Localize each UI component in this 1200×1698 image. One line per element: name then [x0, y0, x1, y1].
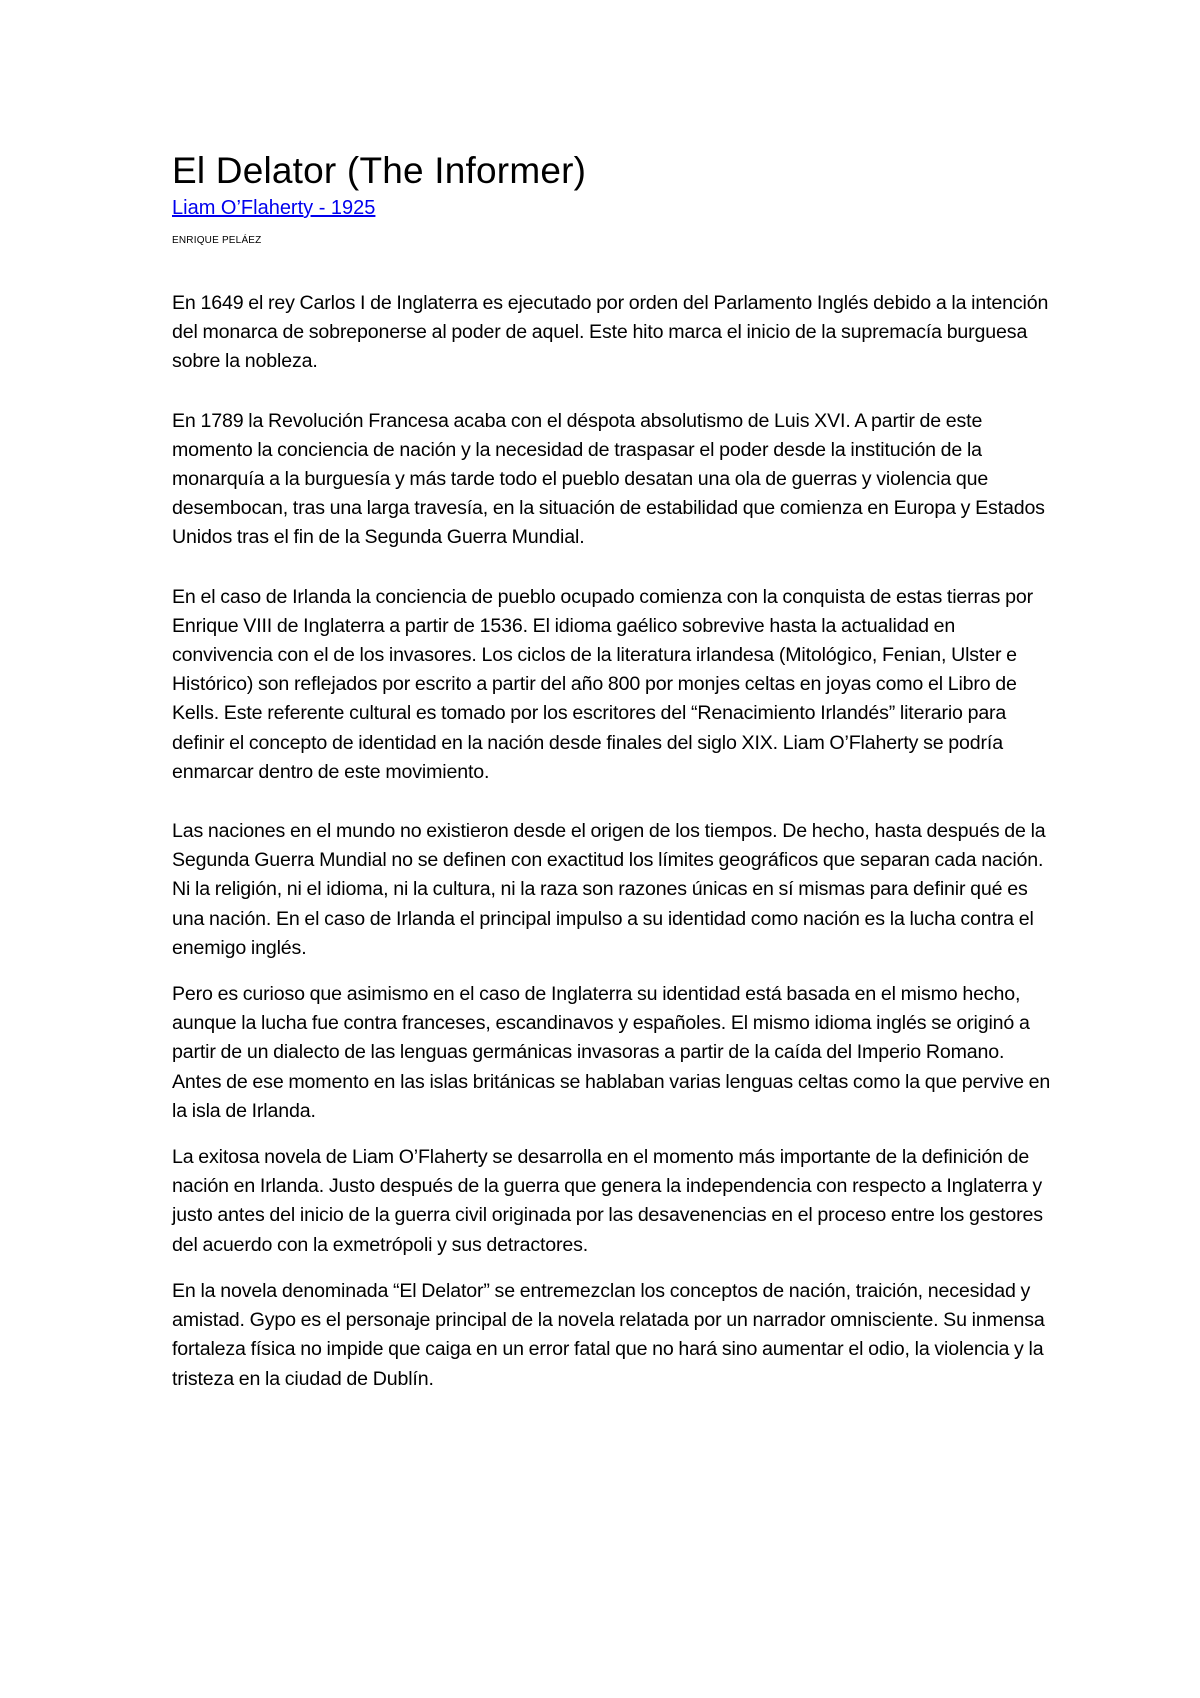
paragraph-7: En la novela denominada “El Delator” se entremezclan los conceptos de nación, traición, necesidad y amistad. Gypo es el personaje principal de la novela relatada por un narrador omnisciente. Su inmensa fortaleza física no impide que caiga en un error fatal que no hará sino aumentar el odio, la violencia y la tristeza en la ciudad de Dublín. — [172, 1279, 1045, 1390]
paragraph-2: En 1789 la Revolución Francesa acaba con el déspota absolutismo de Luis XVI. A partir de este momento la conciencia de nación y la necesidad de traspasar el poder desde la institución de la monarquía a la burguesía y más tarde todo el pueblo desatan una ola de guerras y violencia que desembocan, tras una larga travesía, en la situación de estabilidad que comienza en Europa y Estados Unidos tras el fin de la Segunda Guerra Mundial. — [172, 409, 1045, 549]
paragraph-4: Las naciones en el mundo no existieron desde el origen de los tiempos. De hecho, hasta después de la Segunda Guerra Mundial no se definen con exactitud los límites geográficos que separan cada nación. Ni la religión, ni el idioma, ni la cultura, ni la raza son razones únicas en sí mismas para definir qué es una nación. En el caso de Irlanda el principal impulso a su identidad como nación es la lucha contra el enemigo inglés. — [172, 820, 1046, 959]
paragraph-6: La exitosa novela de Liam O’Flaherty se desarrolla en el momento más importante de la definición de nación en Irlanda. Justo después de la guerra que genera la independencia con respecto a Inglaterra y justo antes del inicio de la guerra civil originada por las desavenencias en el proceso entre los gestores del acuerdo con la exmetrópoli y sus detractores. — [172, 1146, 1043, 1256]
author-link[interactable]: Liam O’Flaherty - 1925 — [172, 197, 376, 219]
paragraph-3: En el caso de Irlanda la conciencia de pueblo ocupado comienza con la conquista de estas tierras por Enrique VIII de Inglaterra a partir de 1536. El idioma gaélico sobrevive hasta la actualidad en convivencia con el de los invasores. Los ciclos de la literatura irlandesa (Mitológico, Fenian, Ulster e Histórico) son reflejados por escrito a partir del año 800 por monjes celtas en joyas como el Libro de Kells. Este referente cultural es tomado por los escritores del “Renacimiento Irlandés” literario para definir el concepto de identidad en la nación desde finales del siglo XIX. Liam O’Flaherty se podría enmarcar dentro de este movimiento. — [172, 585, 1033, 783]
paragraph-1: En 1649 el rey Carlos I de Inglaterra es ejecutado por orden del Parlamento Inglés debido a la intención del monarca de sobreponerse al poder de aquel. Este hito marca el inicio de la supremacía burguesa sobre la nobleza. — [172, 292, 1049, 373]
document-title: El Delator (The Informer) — [172, 150, 587, 191]
byline: ENRIQUE PELÁEZ — [172, 235, 262, 246]
document-subtitle — [172, 194, 1052, 222]
paragraph-5: Pero es curioso que asimismo en el caso de Inglaterra su identidad está basada en el mismo hecho, aunque la lucha fue contra franceses, escandinavos y españoles. El mismo idioma inglés se originó a partir de un dialecto de las lenguas germánicas invasoras a partir de la caída del Imperio Romano. Antes de ese momento en las islas británicas se hablaban varias lenguas celtas como la que pervive en la isla de Irlanda. — [172, 983, 1051, 1122]
document-body — [172, 289, 1052, 1394]
document-page — [172, 148, 1052, 1411]
